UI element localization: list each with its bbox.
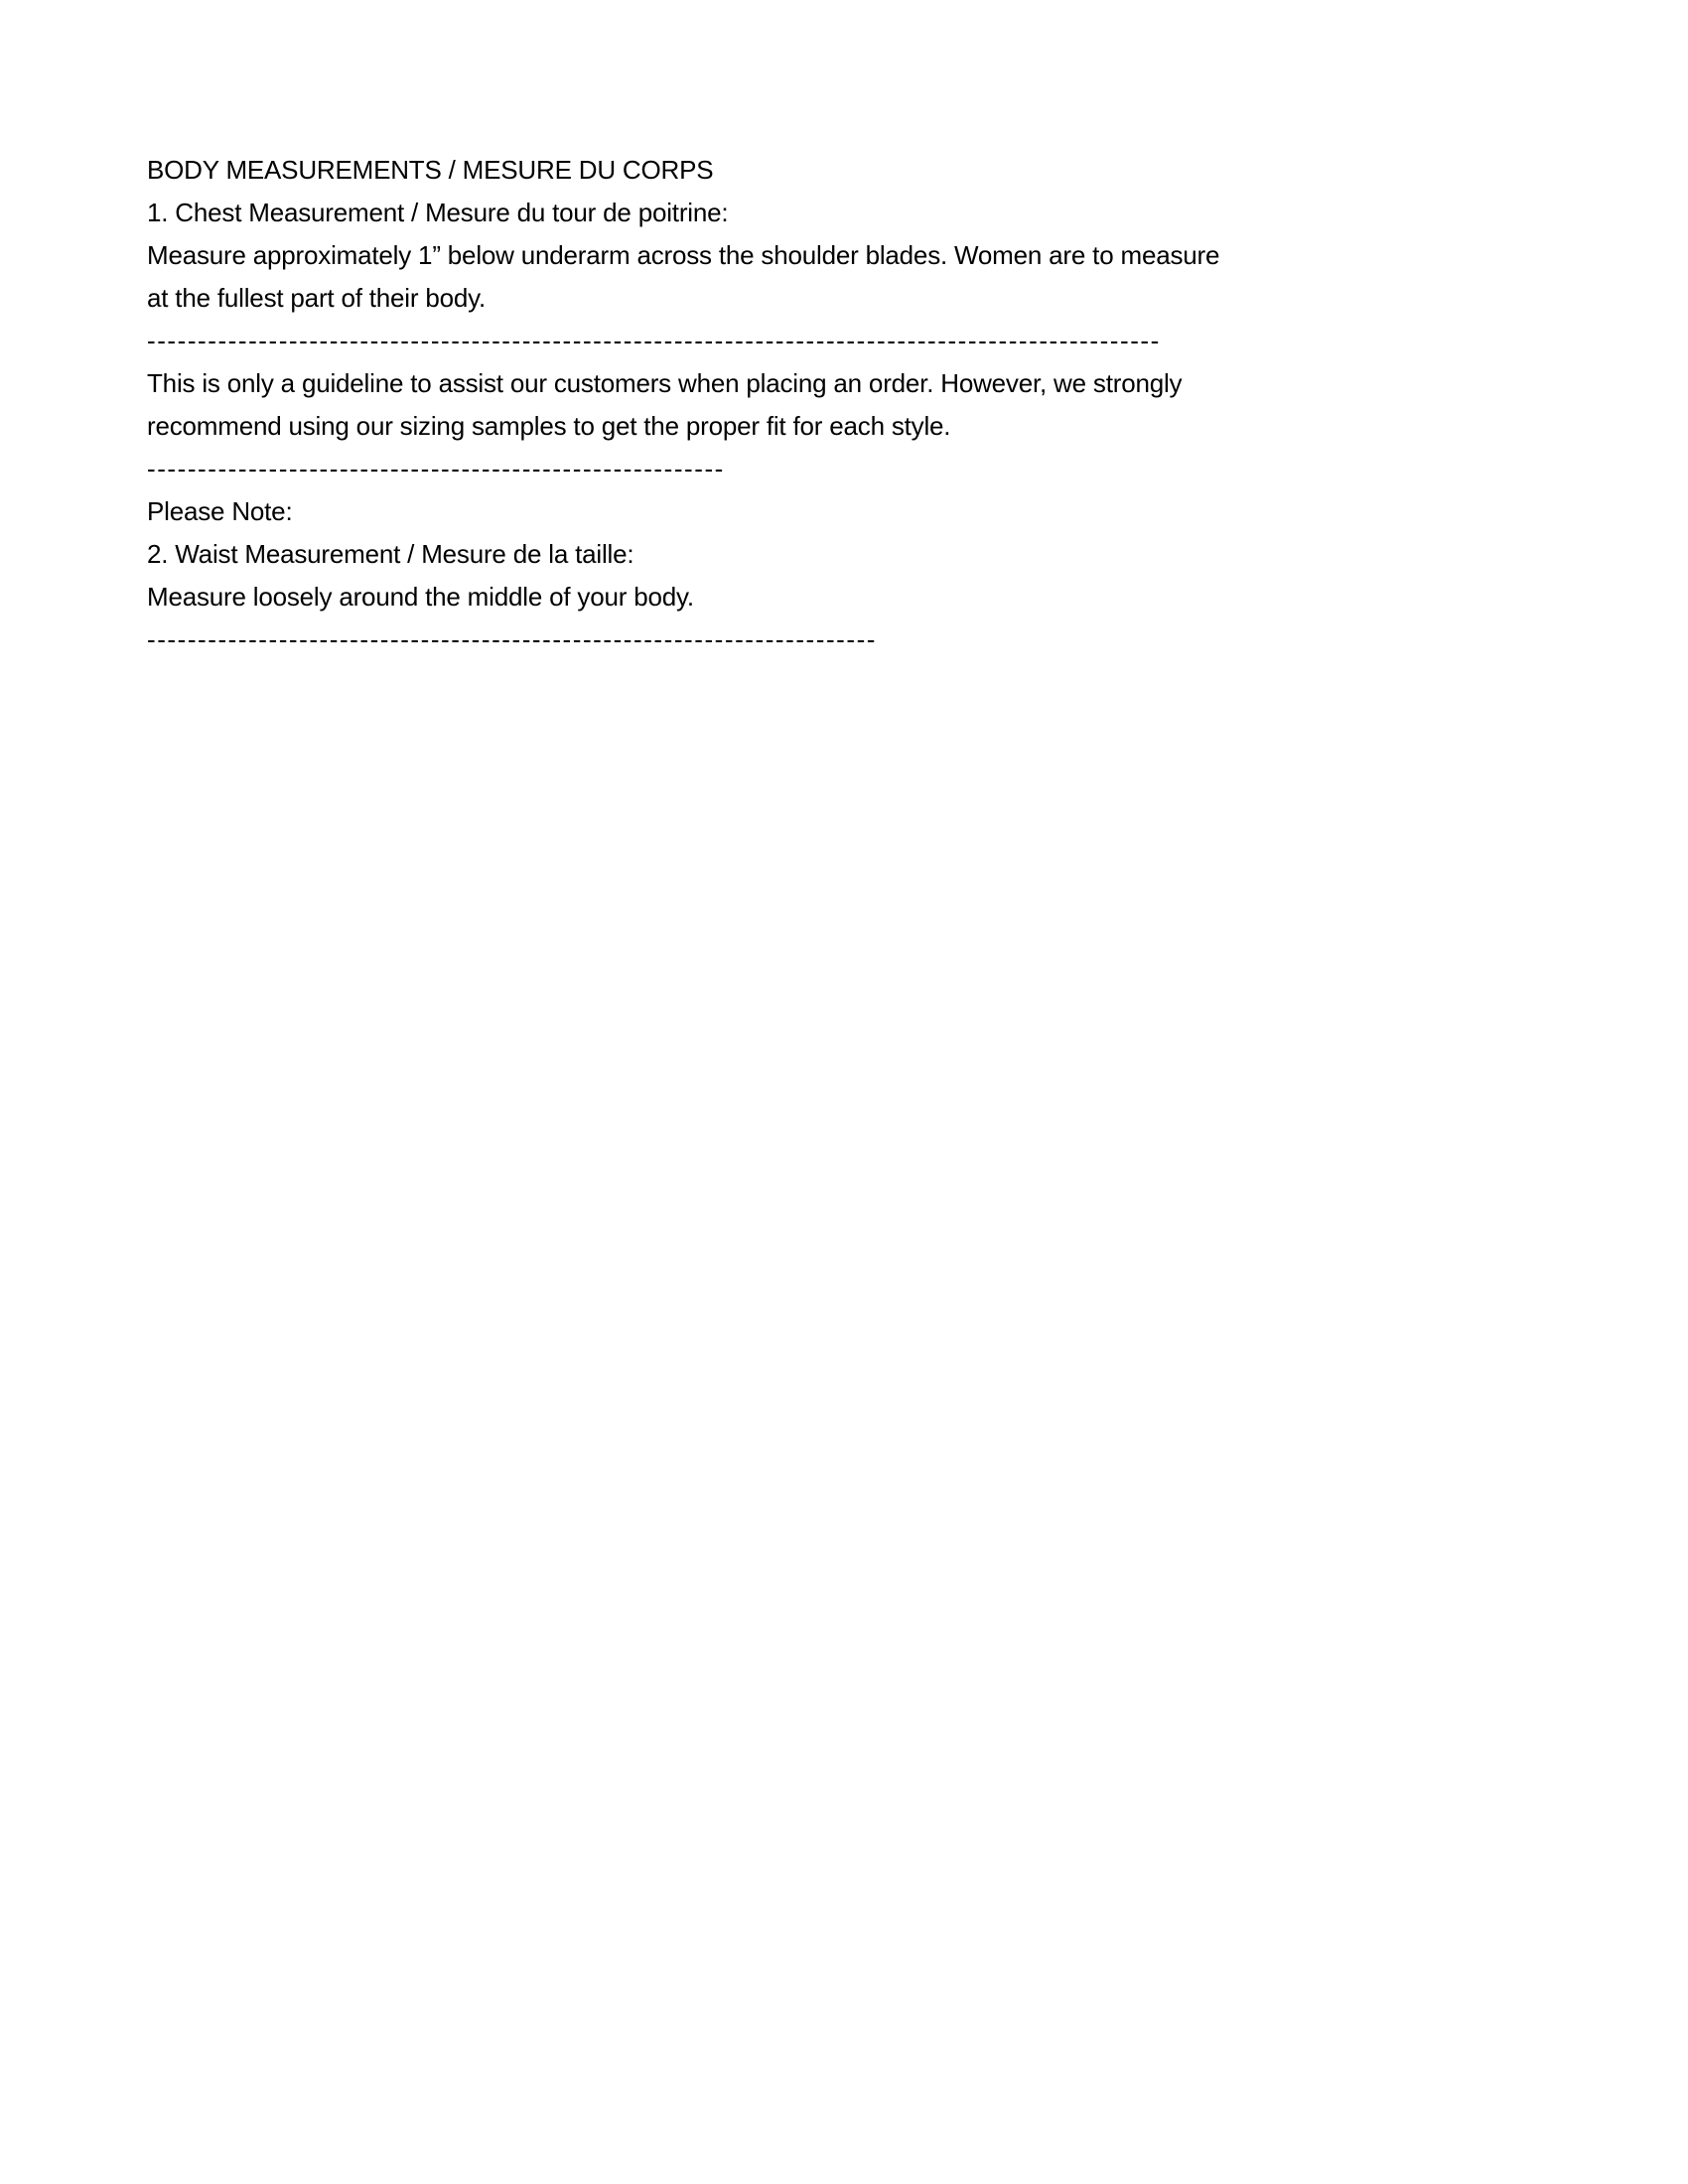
section-2-heading: 2. Waist Measurement / Mesure de la taille: [147,539,634,569]
section-2-body-line-1: Measure loosely around the middle of your body. [147,582,694,612]
guideline-note-line-1: This is only a guideline to assist our customers when placing an order. However, we strongly [147,368,1183,398]
document-heading: BODY MEASUREMENTS / MESURE DU CORPS [147,155,714,185]
separator-line-3: ------------------------------------------------------------------------ [147,624,877,654]
section-1-body-line-2: at the fullest part of their body. [147,283,487,313]
section-1-body-line-1: Measure approximately 1” below underarm across the shoulder blades. Women are to measure [147,240,1220,270]
section-1-heading: 1. Chest Measurement / Mesure du tour de poitrine: [147,198,729,227]
please-note-label: Please Note: [147,496,293,526]
document-content [147,149,1557,661]
guideline-note-line-2: recommend using our sizing samples to get the proper fit for each style. [147,411,951,441]
separator-line-2: --------------------------------------------------------- [147,454,725,483]
separator-line-1: ---------------------------------------------------------------------------------------------------- [147,326,1161,355]
